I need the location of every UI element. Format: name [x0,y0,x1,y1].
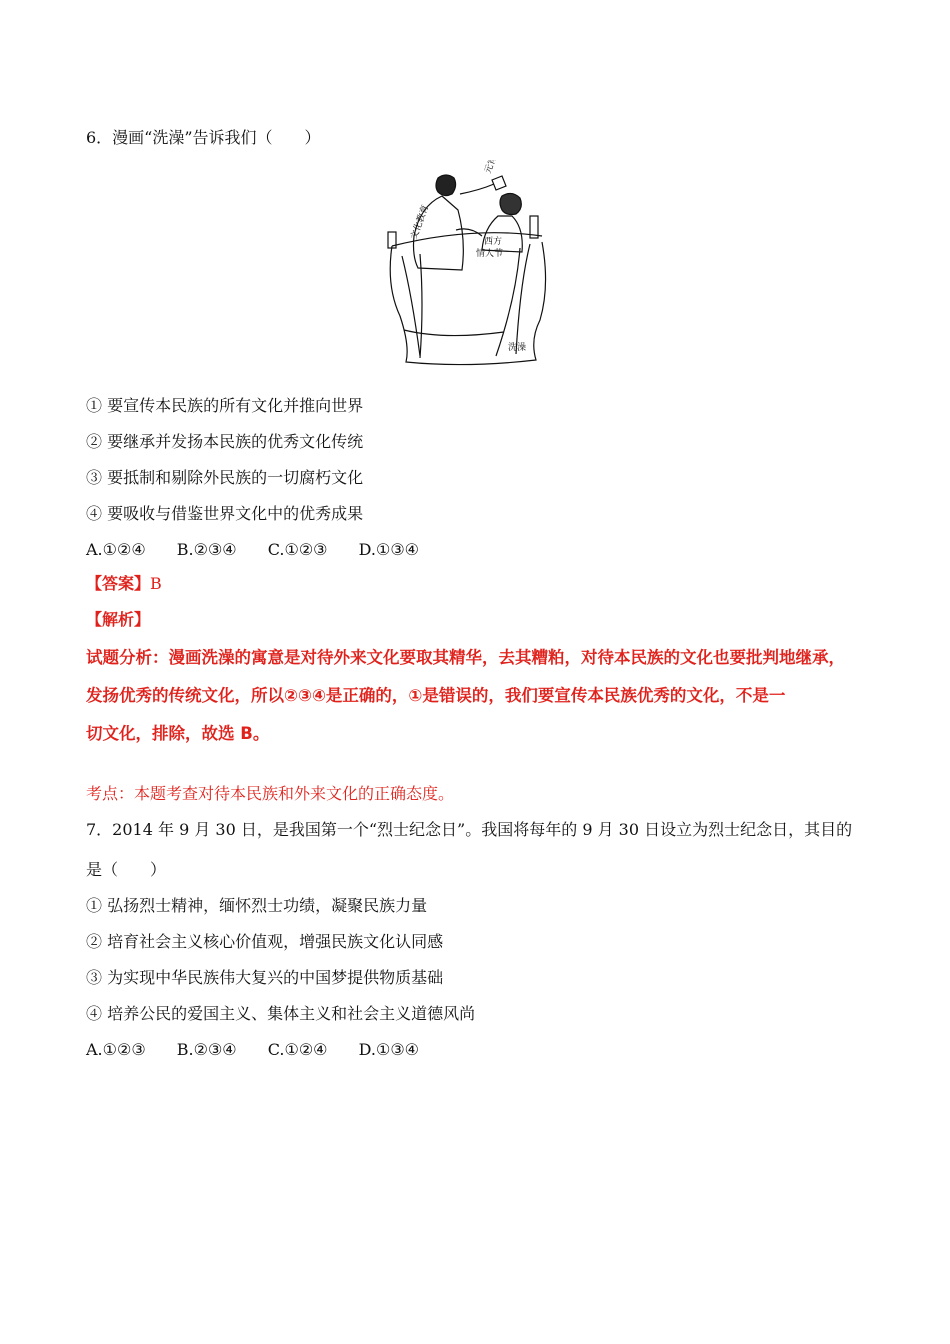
label-xizao: 洗澡 [508,343,527,353]
bath-cartoon-illustration [380,160,566,372]
label-qingren: 情人节 [476,249,504,259]
q7-option-a: A.①②③ [86,1040,146,1059]
q7-option-b: B.②③④ [176,1040,237,1059]
q6-item-4: ④ 要吸收与借鉴世界文化中的优秀成果 [86,504,364,523]
q6-item-2: ② 要继承并发扬本民族的优秀文化传统 [86,432,364,451]
q7-options [86,1040,445,1060]
analysis-line-3: 切文化，排除，故选 B。 [86,724,270,743]
q6-stem: 6．漫画“洗澡”告诉我们（ ） [86,128,321,147]
q6-options [86,540,445,560]
q7-option-c: C.①②④ [267,1040,328,1059]
q7-stem-line-2: 是（ ） [86,860,167,879]
q7-stem-line-1: 7．2014 年 9 月 30 日，是我国第一个“烈士纪念日”。我国将每年的 9 月 30 日设立为烈士纪念日，其目的 [86,820,853,839]
analysis-line-1: 试题分析：漫画洗澡的寓意是对待外来文化要取其精华，去其糟粕，对待本民族的文化也要批判地继承， [86,648,845,667]
q6-option-a: A.①②④ [86,540,146,559]
answer-value: B [150,574,162,593]
q7-item-2: ② 培育社会主义核心价值观，增强民族文化认同感 [86,932,444,951]
q6-option-b: B.②③④ [176,540,237,559]
q6-option-c: C.①②③ [267,540,328,559]
q7-item-3: ③ 为实现中华民族伟大复兴的中国梦提供物质基础 [86,968,444,987]
q6-answer [86,574,162,594]
analysis-label: 【解析】 [86,610,151,629]
q7-item-1: ① 弘扬烈士精神，缅怀烈士功绩，凝聚民族力量 [86,896,428,915]
q6-item-3: ③ 要抵制和剔除外民族的一切腐朽文化 [86,468,364,487]
cartoon-drawing [380,160,566,372]
label-yuanxiao: 元宵节 [483,160,503,176]
q6-kaodian: 考点：本题考查对待本民族和外来文化的正确态度。 [86,784,455,803]
q6-option-d: D.①③④ [358,540,419,559]
label-wenhua: 文化教育 [409,203,432,242]
label-xifang: 西方 [484,237,503,247]
q6-item-1: ① 要宣传本民族的所有文化并推向世界 [86,396,364,415]
analysis-line-2: 发扬优秀的传统文化，所以②③④是正确的，①是错误的，我们要宣传本民族优秀的文化，不是一 [86,686,786,705]
q7-option-d: D.①③④ [358,1040,419,1059]
answer-label: 【答案】 [86,574,151,593]
q7-item-4: ④ 培养公民的爱国主义、集体主义和社会主义道德风尚 [86,1004,476,1023]
